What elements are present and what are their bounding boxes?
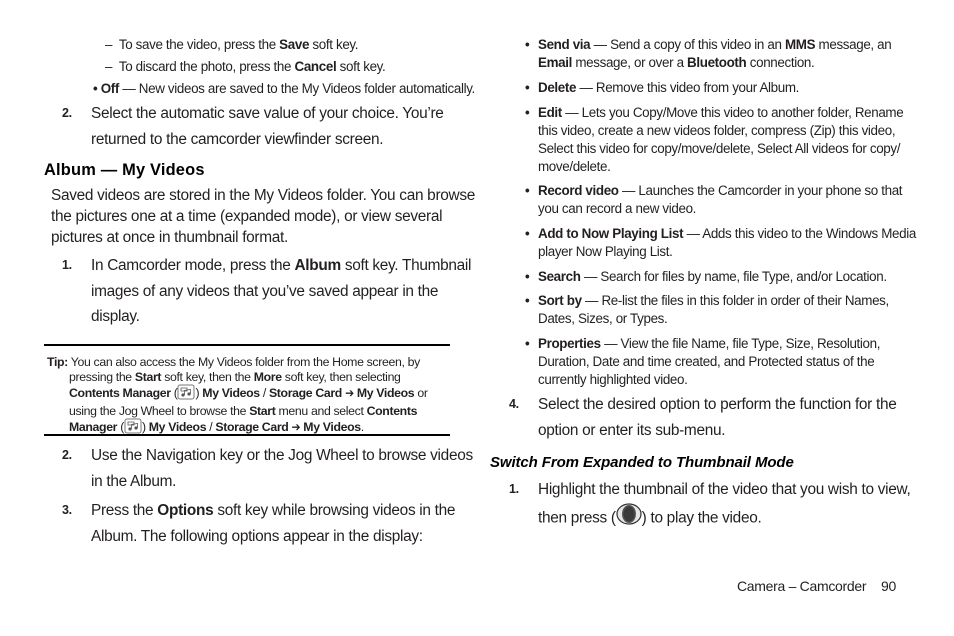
bullet-icon: •: [525, 80, 530, 95]
step-2-save-value: 2. Select the automatic save value of your choice. You’re returned to the camcorder viewfinder screen.: [62, 105, 444, 148]
page-number: 90: [881, 578, 896, 594]
step-3-options: 3. Press the Options soft key while browsing videos in the Album. The following options appear in the display:: [62, 502, 456, 545]
dash-glyph: –: [105, 59, 113, 74]
intro-paragraph: Saved videos are stored in the My Videos folder. You can browse the pictures one at a time (expanded mode), or view several pictures at once in thumbnail format.: [51, 187, 476, 246]
option-delete: • Delete — Remove this video from your Album.: [525, 80, 800, 95]
option-record-video: • Record video — Launches the Camcorder in your phone so that you can record a new video.: [525, 183, 903, 216]
bullet-icon: •: [525, 293, 530, 308]
step-1-thumbnail: 1. Highlight the thumbnail of the video that you wish to view, then press ( ) to play the video.: [509, 477, 910, 533]
bullet-icon: •: [93, 81, 98, 96]
dash-glyph: –: [105, 37, 113, 52]
bullet-icon: •: [525, 226, 530, 241]
bullet-icon: •: [525, 269, 530, 284]
subsection-heading: Switch From Expanded to Thumbnail Mode: [490, 454, 794, 471]
arrow-icon: ➔: [345, 386, 354, 400]
option-send-via: • Send via — Send a copy of this video in an MMS message, an Email message, or over a Bluetooth connection.: [525, 37, 892, 70]
tip-top-rule: [44, 344, 450, 346]
footer-section-title: Camera – Camcorder: [737, 578, 867, 594]
bullet-icon: •: [525, 183, 530, 198]
dash-item-save: – To save the video, press the Save soft key.: [105, 37, 359, 52]
ok-key-icon: [616, 503, 642, 534]
bullet-icon: •: [525, 336, 530, 351]
option-sort-by: • Sort by — Re-list the files in this folder in order of their Names, Dates, Sizes, or Types.: [525, 293, 889, 326]
tip-bottom-rule: [44, 434, 450, 436]
arrow-icon: ➔: [291, 420, 301, 434]
bullet-off: • Off — New videos are saved to the My Videos folder automatically.: [93, 81, 475, 96]
option-edit: • Edit — Lets you Copy/Move this video to another folder, Rename this video, create a new videos folder, compress (Zip) this video, Select this video for copy/move/delete, Select All videos for copy/ move/delete.: [525, 105, 904, 174]
step-1-album: 1. In Camcorder mode, press the Album soft key. Thumbnail images of any videos that you’ve saved appear in the display.: [62, 257, 472, 325]
step-2-browse: 2. Use the Navigation key or the Jog Wheel to browse videos in the Album.: [62, 447, 473, 490]
bullet-icon: •: [525, 105, 530, 120]
option-search: • Search — Search for files by name, file Type, and/or Location.: [525, 269, 887, 284]
tip-label: Tip:: [47, 355, 68, 369]
contents-manager-icon: [177, 384, 195, 404]
option-properties: • Properties — View the file Name, file Type, Size, Resolution, Duration, Date and time created, and Protected status of the currently highlighted video.: [525, 336, 881, 387]
step-4-select-option: 4. Select the desired option to perform the function for the option or enter its sub-menu.: [509, 396, 897, 439]
tip-box: Tip: You can also access the My Videos folder from the Home screen, by pressing the Start soft key, then the More soft key, then selecting Contents Manager ( ) My Videos / Storage Card ➔ My Videos or using the Jog Wheel to browse the Start menu and select Contents Manager ( ) My Videos / Storage Card ➔ My Videos.: [47, 355, 447, 438]
dash-item-cancel: – To discard the photo, press the Cancel soft key.: [105, 59, 386, 74]
option-add-now-playing: • Add to Now Playing List — Adds this video to the Windows Media player Now Playing List.: [525, 226, 916, 259]
bullet-icon: •: [525, 37, 530, 52]
section-heading: Album — My Videos: [44, 161, 205, 179]
